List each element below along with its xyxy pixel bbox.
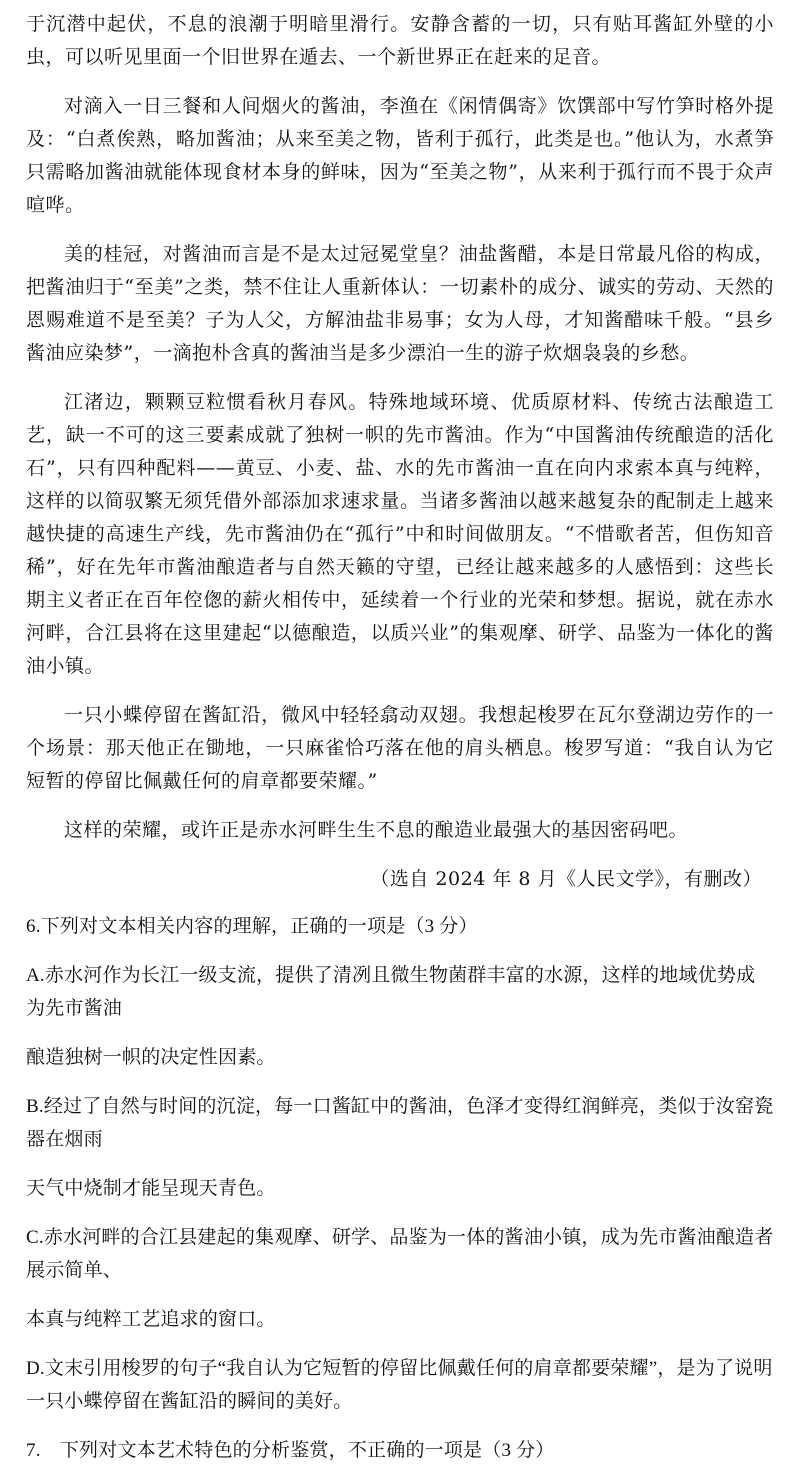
option-c-line-1: C.赤水河畔的合江县建起的集观摩、研学、品鉴为一体的酱油小镇，成为先市酱油酿造者展示简单、 bbox=[26, 1227, 774, 1281]
article-paragraph-5: 一只小蝶停留在酱缸沿，微风中轻轻翕动双翅。我想起梭罗在瓦尔登湖边劳作的一个场景：那天他正在锄地，一只麻雀恰巧落在他的肩头栖息。梭罗写道：“我自认为它短暂的停留比佩戴任何的肩章都要荣耀。” bbox=[26, 704, 774, 792]
article-body bbox=[26, 8, 774, 896]
option-b-line-2: 天气中烧制才能呈现天青色。 bbox=[26, 1178, 276, 1199]
question-6-option-a bbox=[26, 959, 774, 1025]
option-c-line-2: 本真与纯粹工艺追求的窗口。 bbox=[26, 1309, 276, 1330]
article-source: （选自 2024 年 8 月《人民文学》，有删改） bbox=[370, 868, 762, 890]
option-a-line-1: A.赤水河作为长江一级支流，提供了清冽且微生物菌群丰富的水源，这样的地域优势成为先市酱油 bbox=[26, 965, 756, 1019]
article-paragraph-1: 于沉潜中起伏，不息的浪潮于明暗里滑行。安静含蓄的一切，只有贴耳酱缸外壁的小虫，可以听见里面一个旧世界在遁去、一个新世界正在赶来的足音。 bbox=[26, 13, 774, 68]
question-7 bbox=[26, 1434, 774, 1467]
question-6-option-d bbox=[26, 1352, 774, 1418]
article-paragraph-2: 对滴入一日三餐和人间烟火的酱油，李渔在《闲情偶寄》饮馔部中写竹笋时格外提及：“白煮俟熟，略加酱油；从来至美之物，皆利于孤行，此类是也。”他认为，水煮笋只需略加酱油就能体现食材本身的鲜味，因为“至美之物”，从来利于孤行而不畏于众声喧哗。 bbox=[26, 95, 774, 216]
article-paragraph-3: 美的桂冠，对酱油而言是不是太过冠冕堂皇？油盐酱醋，本是日常最凡俗的构成，把酱油归于“至美”之类，禁不住让人重新体认：一切素朴的成分、诚实的劳动、天然的恩赐难道不是至美？子为人父，方解油盐非易事；女为人母，才知酱醋味千般。“县乡酱油应染梦”，一滴抱朴含真的酱油当是多少漂泊一生的游子炊烟袅袅的乡愁。 bbox=[26, 243, 774, 364]
article-paragraph-6: 这样的荣耀，或许正是赤水河畔生生不息的酿造业最强大的基因密码吧。 bbox=[64, 819, 689, 841]
question-6-option-b bbox=[26, 1090, 774, 1156]
question-6 bbox=[26, 910, 774, 1418]
question-6-stem: 6.下列对文本相关内容的理解，正确的一项是（3 分） bbox=[26, 916, 478, 937]
option-d-line-1: D.文末引用梭罗的句子“我自认为它短暂的停留比佩戴任何的肩章都要荣耀”，是为了说明一只小蝶停留在酱缸沿的瞬间的美好。 bbox=[26, 1358, 773, 1412]
option-a-line-2: 酿造独树一帜的决定性因素。 bbox=[26, 1047, 276, 1068]
option-b-line-1: B.经过了自然与时间的沉淀，每一口酱缸中的酱油，色泽才变得红润鲜亮，类似于汝窑瓷器在烟雨 bbox=[26, 1096, 774, 1150]
question-7-stem: 7. 下列对文本艺术特色的分析鉴赏，不正确的一项是（3 分） bbox=[26, 1440, 555, 1461]
question-6-option-c bbox=[26, 1221, 774, 1287]
article-paragraph-4: 江渚边，颗颗豆粒惯看秋月春风。特殊地域环境、优质原材料、传统古法酿造工艺，缺一不可的这三要素成就了独树一帜的先市酱油。作为“中国酱油传统酿造的活化石”，只有四种配料——黄豆、小麦、盐、水的先市酱油一直在向内求索本真与纯粹，这样的以简驭繁无须凭借外部添加求速求量。当诸多酱油以越来越复杂的配制走上越来越快捷的高速生产线，先市酱油仍在“孤行”中和时间做朋友。“不惜歌者苦，但伤知音稀”，好在先年市酱油酿造者与自然天籁的守望，已经让越来越多的人感悟到：这些长期主义者正在百年倥偬的薪火相传中，延续着一个行业的光荣和梦想。据说，就在赤水河畔，合江县将在这里建起“以德酿造，以质兴业”的集观摩、研学、品鉴为一体化的酱油小镇。 bbox=[26, 391, 774, 677]
